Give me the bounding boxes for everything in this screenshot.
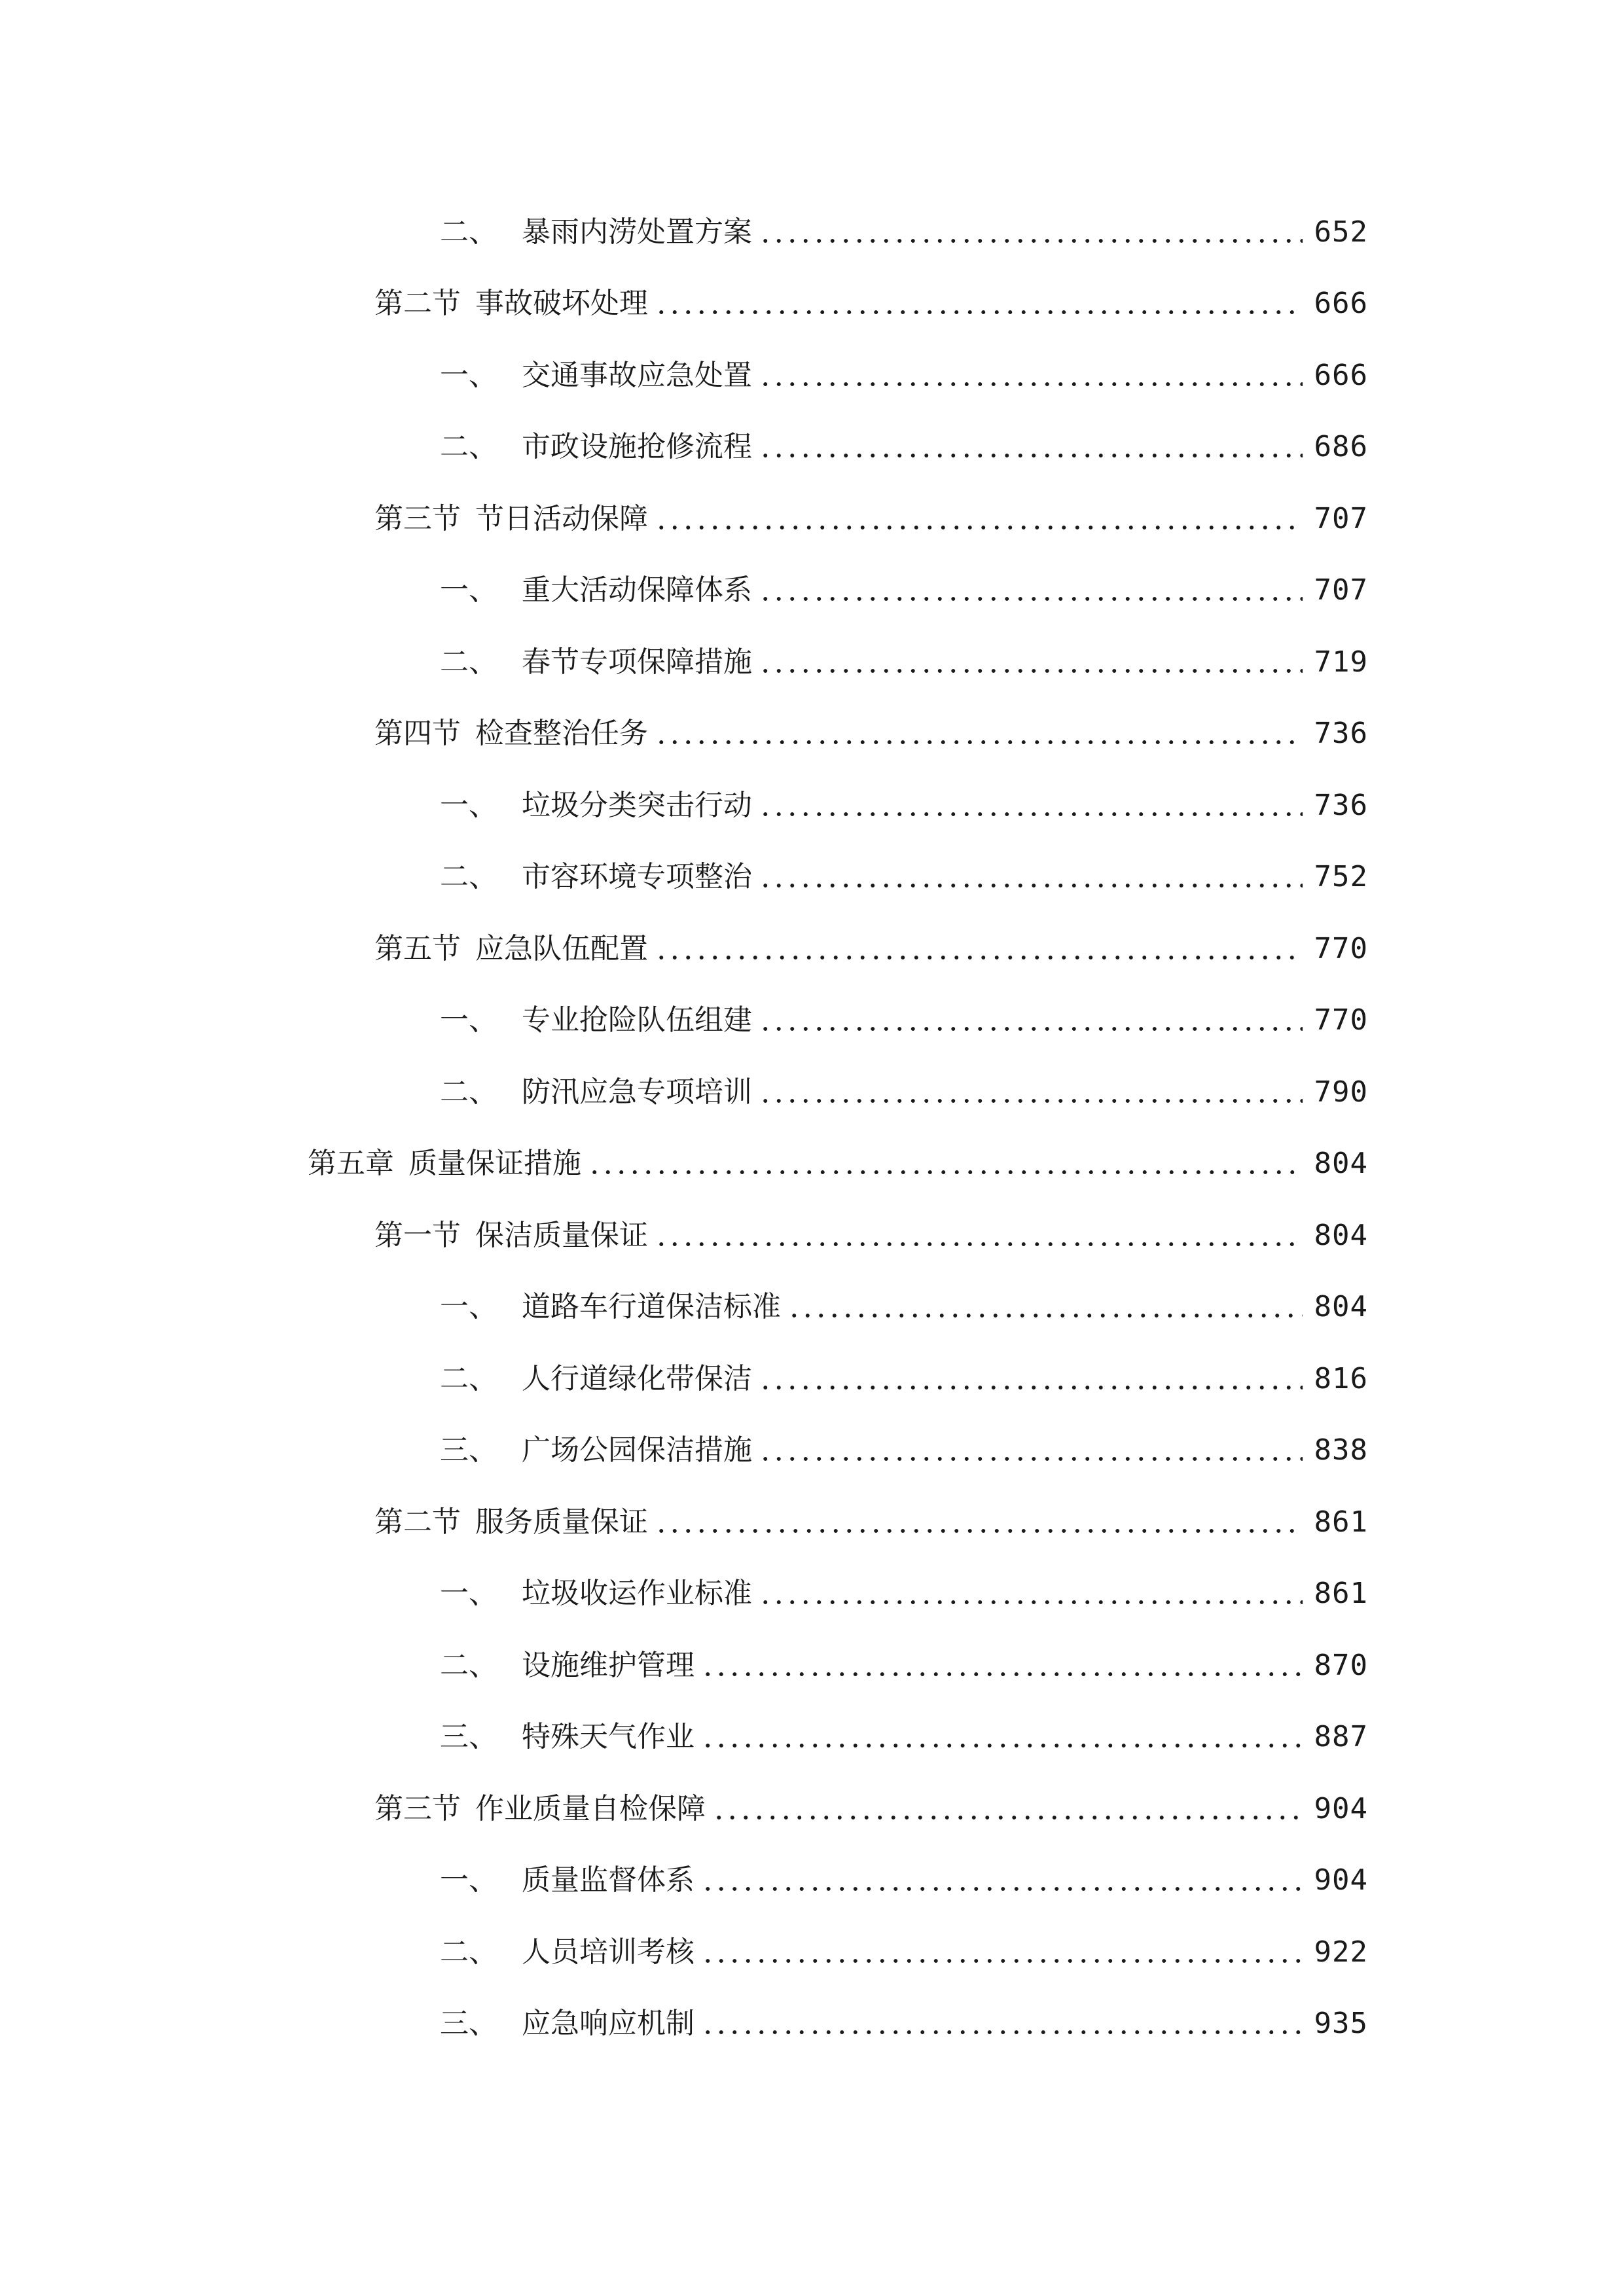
toc-entry-page-number: 652: [1314, 215, 1368, 249]
toc-dot-leader: [759, 863, 1303, 891]
toc-dot-leader: [655, 719, 1303, 748]
toc-entry-number: 一、: [440, 1863, 497, 1897]
toc-entry-title: 人员培训考核: [522, 1935, 695, 1969]
toc-entry[interactable]: [0, 1128, 1368, 1200]
toc-entry-title: 垃圾收运作业标准: [522, 1577, 752, 1611]
toc-entry-number: 第三节: [374, 1791, 461, 1825]
toc-entry-number: 第二节: [374, 1505, 461, 1539]
toc-dot-leader: [759, 361, 1303, 390]
toc-list: [0, 196, 1624, 2060]
toc-dot-leader: [759, 648, 1303, 677]
toc-dot-leader: [759, 218, 1303, 247]
toc-entry[interactable]: [0, 1415, 1368, 1487]
toc-entry-page-number: 804: [1314, 1290, 1368, 1324]
toc-entry-title: 质量监督体系: [522, 1863, 695, 1897]
toc-entry-page-number: 804: [1314, 1147, 1368, 1181]
toc-entry[interactable]: [0, 1988, 1368, 2060]
toc-entry-title: 节日活动保障: [475, 501, 648, 535]
toc-entry-title: 质量保证措施: [408, 1147, 581, 1181]
toc-entry-number: 二、: [440, 1648, 497, 1682]
toc-entry-page-number: 719: [1314, 645, 1368, 679]
toc-entry-page-number: 790: [1314, 1075, 1368, 1109]
toc-dot-leader: [655, 935, 1303, 963]
toc-entry-page-number: 887: [1314, 1720, 1368, 1754]
toc-entry-title: 服务质量保证: [475, 1505, 648, 1539]
toc-entry-title: 事故破坏处理: [475, 287, 648, 321]
toc-entry-title: 专业抢险队伍组建: [522, 1003, 752, 1037]
toc-entry[interactable]: [0, 412, 1368, 484]
toc-dot-leader: [701, 1723, 1303, 1751]
toc-entry-page-number: 707: [1314, 573, 1368, 607]
toc-entry-page-number: 736: [1314, 788, 1368, 822]
toc-dot-leader: [759, 1078, 1303, 1107]
toc-dot-leader: [759, 576, 1303, 605]
toc-entry[interactable]: [0, 340, 1368, 412]
toc-dot-leader: [759, 791, 1303, 820]
toc-entry[interactable]: [0, 1200, 1368, 1272]
toc-entry-number: 一、: [440, 573, 497, 607]
toc-entry[interactable]: [0, 985, 1368, 1057]
toc-entry-title: 作业质量自检保障: [475, 1791, 706, 1825]
toc-dot-leader: [787, 1293, 1303, 1321]
toc-entry-page-number: 736: [1314, 717, 1368, 751]
toc-entry[interactable]: [0, 1916, 1368, 1988]
toc-entry-page-number: 816: [1314, 1361, 1368, 1395]
toc-entry-title: 垃圾分类突击行动: [522, 788, 752, 822]
toc-entry[interactable]: [0, 1272, 1368, 1344]
toc-entry[interactable]: [0, 1702, 1368, 1774]
toc-entry-title: 重大活动保障体系: [522, 573, 752, 607]
toc-entry-number: 第五章: [308, 1147, 394, 1181]
toc-entry-title: 市政设施抢修流程: [522, 430, 752, 464]
toc-entry-page-number: 770: [1314, 1003, 1368, 1037]
toc-entry-page-number: 686: [1314, 430, 1368, 464]
toc-entry[interactable]: [0, 1773, 1368, 1845]
toc-entry-title: 应急队伍配置: [475, 931, 648, 965]
toc-entry-page-number: 752: [1314, 860, 1368, 894]
toc-dot-leader: [701, 1938, 1303, 1967]
toc-entry-number: 一、: [440, 358, 497, 392]
toc-entry[interactable]: [0, 770, 1368, 842]
toc-entry-title: 道路车行道保洁标准: [522, 1290, 781, 1324]
toc-entry[interactable]: [0, 1845, 1368, 1917]
toc-dot-leader: [759, 1436, 1303, 1465]
toc-dot-leader: [655, 505, 1303, 533]
toc-entry[interactable]: [0, 1558, 1368, 1630]
toc-entry-title: 市容环境专项整治: [522, 860, 752, 894]
toc-entry-page-number: 861: [1314, 1505, 1368, 1539]
toc-entry-number: 三、: [440, 1720, 497, 1754]
toc-entry-page-number: 770: [1314, 931, 1368, 965]
toc-entry-number: 第五节: [374, 931, 461, 965]
toc-dot-leader: [759, 1579, 1303, 1608]
toc-entry-number: 一、: [440, 1003, 497, 1037]
toc-entry[interactable]: [0, 555, 1368, 627]
toc-entry-page-number: 922: [1314, 1935, 1368, 1969]
toc-entry-number: 第三节: [374, 501, 461, 535]
toc-entry-number: 二、: [440, 1075, 497, 1109]
toc-entry[interactable]: [0, 1343, 1368, 1415]
toc-entry[interactable]: [0, 1056, 1368, 1128]
toc-entry-number: 二、: [440, 860, 497, 894]
toc-entry-title: 特殊天气作业: [522, 1720, 695, 1754]
toc-entry[interactable]: [0, 1630, 1368, 1702]
toc-entry-number: 第二节: [374, 287, 461, 321]
toc-dot-leader: [701, 2009, 1303, 2038]
toc-entry-number: 一、: [440, 1290, 497, 1324]
toc-dot-leader: [759, 1006, 1303, 1035]
toc-dot-leader: [655, 1508, 1303, 1537]
toc-entry-page-number: 838: [1314, 1433, 1368, 1467]
toc-dot-leader: [655, 1221, 1303, 1250]
toc-entry-page-number: 861: [1314, 1577, 1368, 1611]
toc-entry-page-number: 904: [1314, 1791, 1368, 1825]
toc-dot-leader: [759, 1365, 1303, 1393]
toc-entry-number: 一、: [440, 1577, 497, 1611]
toc-dot-leader: [588, 1149, 1303, 1178]
toc-entry-title: 应急响应机制: [522, 2007, 695, 2041]
toc-entry-number: 三、: [440, 2007, 497, 2041]
toc-entry-page-number: 707: [1314, 501, 1368, 535]
toc-entry[interactable]: [0, 483, 1368, 555]
toc-entry[interactable]: [0, 842, 1368, 914]
toc-entry-title: 春节专项保障措施: [522, 645, 752, 679]
toc-entry-title: 交通事故应急处置: [522, 358, 752, 392]
toc-entry-page-number: 666: [1314, 287, 1368, 321]
toc-entry-number: 一、: [440, 788, 497, 822]
toc-entry-number: 二、: [440, 645, 497, 679]
toc-dot-leader: [712, 1795, 1303, 1823]
toc-entry-number: 二、: [440, 215, 497, 249]
toc-entry-number: 二、: [440, 1935, 497, 1969]
toc-entry-number: 三、: [440, 1433, 497, 1467]
toc-entry-number: 二、: [440, 430, 497, 464]
toc-entry[interactable]: [0, 698, 1368, 770]
toc-entry-page-number: 935: [1314, 2007, 1368, 2041]
toc-entry-page-number: 666: [1314, 358, 1368, 392]
toc-entry-title: 检查整治任务: [475, 717, 648, 751]
toc-entry[interactable]: [0, 1486, 1368, 1558]
toc-entry-title: 广场公园保洁措施: [522, 1433, 752, 1467]
toc-entry-number: 二、: [440, 1361, 497, 1395]
toc-entry-title: 设施维护管理: [522, 1648, 695, 1682]
toc-entry-title: 暴雨内涝处置方案: [522, 215, 752, 249]
toc-entry[interactable]: [0, 626, 1368, 698]
toc-entry[interactable]: [0, 196, 1368, 268]
toc-entry[interactable]: [0, 913, 1368, 985]
toc-entry-number: 第四节: [374, 717, 461, 751]
toc-dot-leader: [701, 1651, 1303, 1680]
toc-entry-title: 人行道绿化带保洁: [522, 1361, 752, 1395]
toc-dot-leader: [759, 433, 1303, 461]
toc-entry-title: 防汛应急专项培训: [522, 1075, 752, 1109]
toc-entry-number: 第一节: [374, 1218, 461, 1252]
toc-dot-leader: [655, 289, 1303, 318]
toc-entry[interactable]: [0, 268, 1368, 340]
toc-entry-title: 保洁质量保证: [475, 1218, 648, 1252]
toc-entry-page-number: 904: [1314, 1863, 1368, 1897]
toc-entry-page-number: 804: [1314, 1218, 1368, 1252]
toc-entry-page-number: 870: [1314, 1648, 1368, 1682]
toc-dot-leader: [701, 1866, 1303, 1895]
